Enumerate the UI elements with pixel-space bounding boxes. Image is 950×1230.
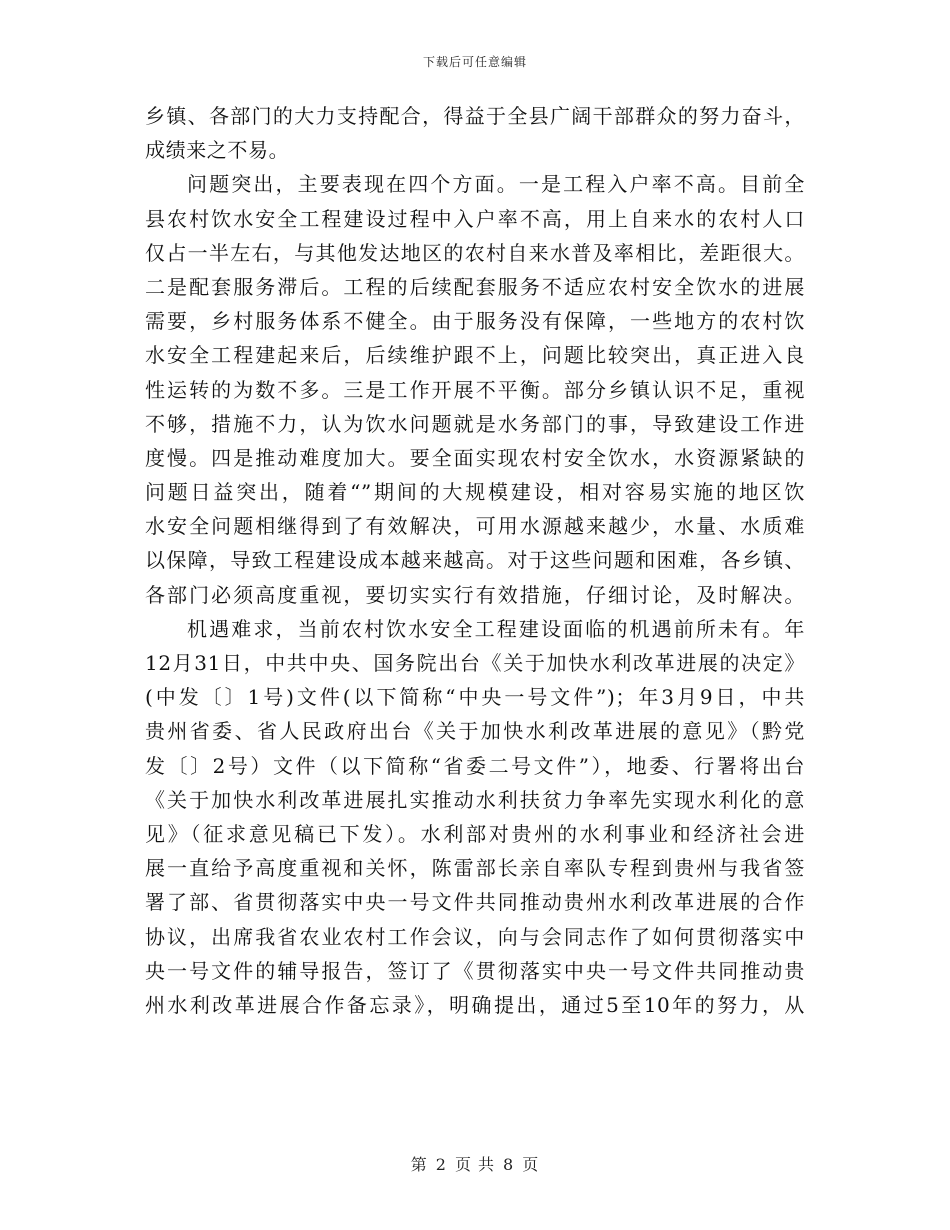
text-line: 成绩来之不易。 — [145, 138, 290, 163]
page-footer — [0, 1152, 950, 1175]
footer-total-pages: 8 — [503, 1155, 515, 1174]
text-line: 仅占一半左右，与其他发达地区的农村自来水普及率相比，差距很大。 — [145, 240, 805, 265]
text-line: 问题日益突出，随着“”期间的大规模建设，相对容易实施的地区饮 — [145, 480, 805, 505]
document-body — [145, 99, 805, 1022]
text-line: 各部门必须高度重视，要切实实行有效措施，仔细讨论，及时解决。 — [145, 582, 805, 607]
text-line: 发〔〕2号）文件（以下简称“省委二号文件”），地委、行署将出台 — [145, 753, 805, 778]
text-line: 12月31日，中共中央、国务院出台《关于加快水利改革进展的决定》 — [145, 651, 805, 675]
text-line: 展一直给予高度重视和关怀，陈雷部长亲自率队专程到贵州与我省签 — [145, 856, 805, 881]
text-line: 州水利改革进展合作备忘录》，明确提出，通过5至10年的努力，从 — [145, 992, 805, 1017]
text-line: 央一号文件的辅导报告，签订了《贯彻落实中央一号文件共同推动贵 — [145, 958, 805, 983]
text-line: 水安全工程建起来后，后续维护跟不上，问题比较突出，真正进入良 — [145, 343, 805, 368]
text-line: 县农村饮水安全工程建设过程中入户率不高，用上自来水的农村人口 — [145, 206, 805, 231]
text-line: (中发〔〕1号)文件(以下简称“中央一号文件”)；年3月9日，中共 — [145, 685, 805, 710]
text-line: 度慢。四是推动难度加大。要全面实现农村安全饮水，水资源紧缺的 — [145, 445, 805, 470]
footer-page-number: 2 — [435, 1155, 447, 1174]
footer-middle: 页 共 — [454, 1155, 496, 1174]
text-line: 需要，乡村服务体系不健全。由于服务没有保障，一些地方的农村饮 — [145, 309, 805, 334]
text-line: 见》（征求意见稿已下发）。水利部对贵州的水利事业和经济社会进 — [145, 821, 805, 846]
footer-prefix: 第 — [410, 1155, 428, 1174]
page-header: 下载后可任意编辑 — [422, 55, 527, 69]
footer-suffix: 页 — [522, 1155, 540, 1174]
text-line: 以保障，导致工程建设成本越来越高。对于这些问题和困难，各乡镇、 — [145, 548, 805, 573]
text-line: 问题突出，主要表现在四个方面。一是工程入户率不高。目前全 — [187, 172, 805, 197]
text-line: 署了部、省贯彻落实中央一号文件共同推动贵州水利改革进展的合作 — [145, 890, 805, 915]
text-line: 性运转的为数不多。三是工作开展不平衡。部分乡镇认识不足，重视 — [145, 377, 805, 402]
text-line: 不够，措施不力，认为饮水问题就是水务部门的事，导致建设工作进 — [145, 411, 805, 436]
text-line: 贵州省委、省人民政府出台《关于加快水利改革进展的意见》（黔党 — [145, 719, 805, 744]
text-line: 协议，出席我省农业农村工作会议，向与会同志作了如何贯彻落实中 — [145, 924, 805, 949]
text-line: 《关于加快水利改革进展扎实推动水利扶贫力争率先实现水利化的意 — [145, 787, 805, 812]
text-line: 二是配套服务滞后。工程的后续配套服务不适应农村安全饮水的进展 — [145, 274, 805, 299]
text-line: 机遇难求，当前农村饮水安全工程建设面临的机遇前所未有。年 — [187, 616, 805, 641]
text-line: 水安全问题相继得到了有效解决，可用水源越来越少，水量、水质难 — [145, 514, 805, 539]
text-line: 乡镇、各部门的大力支持配合，得益于全县广阔干部群众的努力奋斗， — [145, 104, 805, 128]
